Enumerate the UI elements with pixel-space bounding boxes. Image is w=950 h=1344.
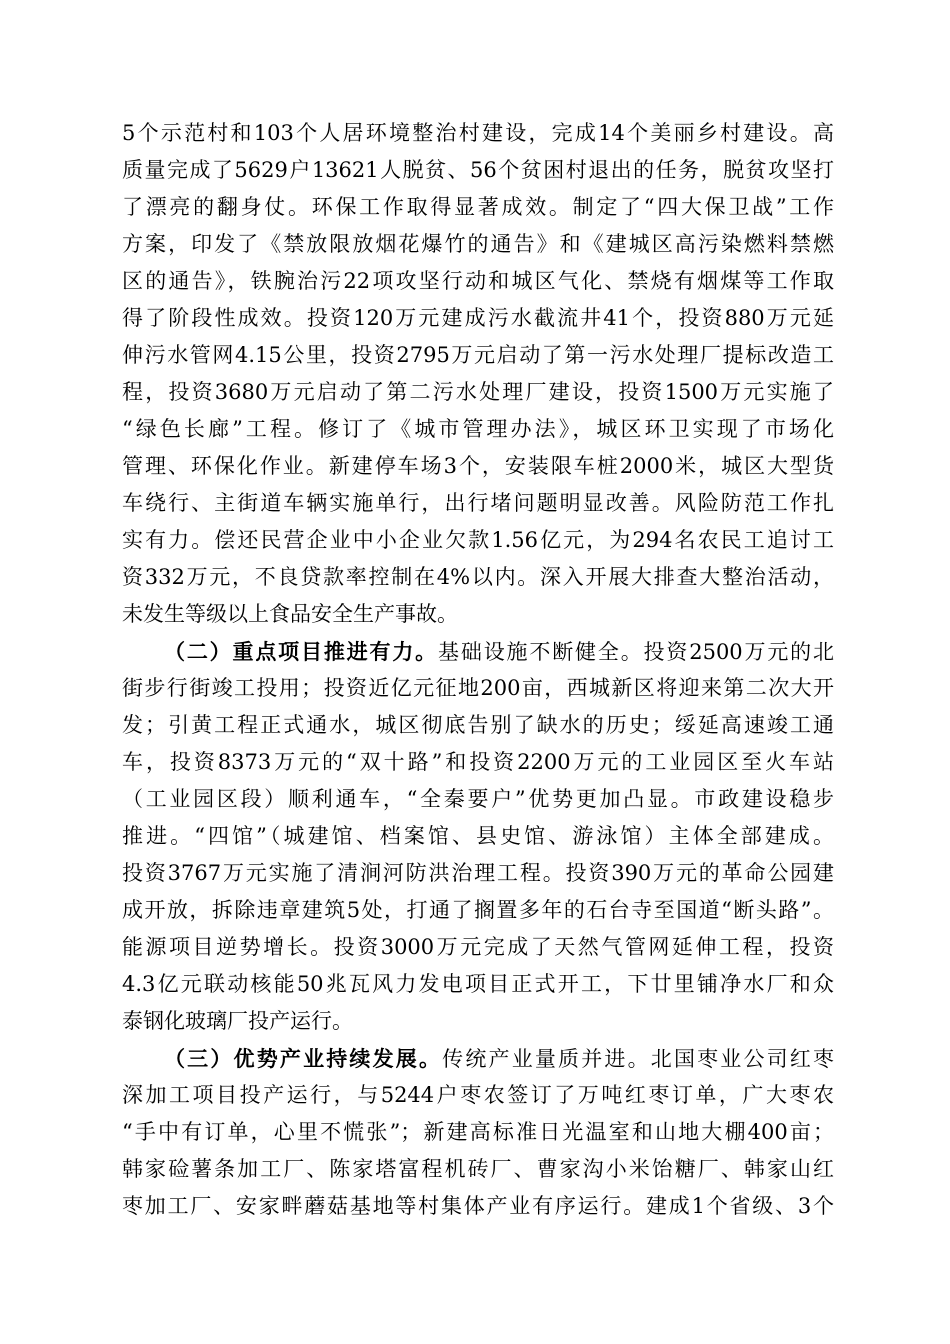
line-text: 伸污水管网4.15公里，投资2795万元启动了第一污水处理厂提标改造工 xyxy=(122,343,834,367)
text-line xyxy=(122,892,834,929)
text-line xyxy=(122,1077,834,1114)
text-line xyxy=(122,1188,834,1225)
line-text: “手中有订单，心里不慌张”；新建高标准日光温室和山地大棚400亩； xyxy=(122,1120,834,1144)
text-line xyxy=(122,411,834,448)
line-text: 未发生等级以上食品安全生产事故。 xyxy=(122,602,458,626)
text-line xyxy=(122,263,834,300)
section-heading: （二）重点项目推进有力。 xyxy=(164,639,439,664)
line-text: 投资3767万元实施了清涧河防洪治理工程。投资390万元的革命公园建 xyxy=(122,861,834,885)
text-line xyxy=(122,559,834,596)
text-line xyxy=(122,670,834,707)
text-line xyxy=(122,448,834,485)
text-line xyxy=(122,1151,834,1188)
line-text: 韩家硷薯条加工厂、陈家塔富程机砖厂、曹家沟小米饴糖厂、韩家山红 xyxy=(122,1157,834,1181)
text-line xyxy=(122,633,834,670)
line-text: 泰钢化玻璃厂投产运行。 xyxy=(122,1009,353,1033)
text-line xyxy=(122,1003,834,1040)
line-text: 5个示范村和103个人居环境整治村建设，完成14个美丽乡村建设。高 xyxy=(122,121,834,145)
text-line xyxy=(122,189,834,226)
line-text: 实有力。偿还民营企业中小企业欠款1.56亿元，为294名农民工追讨工 xyxy=(122,528,834,552)
line-text: 车，投资8373万元的“双十路”和投资2200万元的工业园区至火车站 xyxy=(122,750,834,774)
line-text: 深加工项目投产运行，与5244户枣农签订了万吨红枣订单，广大枣农 xyxy=(122,1083,834,1107)
line-text: 推进。“四馆”（城建馆、档案馆、县史馆、游泳馆）主体全部建成。 xyxy=(122,824,834,848)
text-line xyxy=(122,744,834,781)
line-text: 管理、环保化作业。新建停车场3个，安装限车桩2000米，城区大型货 xyxy=(122,454,834,478)
text-line xyxy=(122,966,834,1003)
document-body xyxy=(122,115,834,1225)
text-line xyxy=(122,115,834,152)
text-line xyxy=(122,781,834,818)
text-line xyxy=(122,374,834,411)
line-text: 了漂亮的翻身仗。环保工作取得显著成效。制定了“四大保卫战”工作 xyxy=(122,195,834,219)
line-text: 资332万元，不良贷款率控制在4%以内。深入开展大排查大整治活动， xyxy=(122,565,834,589)
line-text: 成开放，拆除违章建筑5处，打通了搁置多年的石台寺至国道“断头路”。 xyxy=(122,898,834,922)
line-text: 车绕行、主街道车辆实施单行，出行堵问题明显改善。风险防范工作扎 xyxy=(122,491,834,515)
line-text: 区的通告》，铁腕治污22项攻坚行动和城区气化、禁烧有烟煤等工作取 xyxy=(122,269,834,293)
text-line xyxy=(122,152,834,189)
line-text: 基础设施不断健全。投资2500万元的北 xyxy=(438,640,834,664)
text-line xyxy=(122,226,834,263)
text-line xyxy=(122,596,834,633)
text-line xyxy=(122,485,834,522)
line-text: 发；引黄工程正式通水，城区彻底告别了缺水的历史；绥延高速竣工通 xyxy=(122,713,834,737)
text-line xyxy=(122,1114,834,1151)
line-text: 程，投资3680万元启动了第二污水处理厂建设，投资1500万元实施了 xyxy=(122,380,834,404)
text-line xyxy=(122,855,834,892)
line-text: 4.3亿元联动核能50兆瓦风力发电项目正式开工，下廿里铺净水厂和众 xyxy=(122,972,834,996)
text-line xyxy=(122,522,834,559)
line-text: 街步行街竣工投用；投资近亿元征地200亩，西城新区将迎来第二次大开 xyxy=(122,676,834,700)
line-text: 质量完成了5629户13621人脱贫、56个贫困村退出的任务，脱贫攻坚打 xyxy=(122,158,834,182)
line-text: 能源项目逆势增长。投资3000万元完成了天然气管网延伸工程，投资 xyxy=(122,935,834,959)
text-line xyxy=(122,1040,834,1077)
text-line xyxy=(122,818,834,855)
line-text: （工业园区段）顺利通车，“全秦要户”优势更加凸显。市政建设稳步 xyxy=(122,787,834,811)
line-text: 枣加工厂、安家畔蘑菇基地等村集体产业有序运行。建成1个省级、3个 xyxy=(122,1194,834,1218)
line-text: 传统产业量质并进。北国枣业公司红枣 xyxy=(442,1047,834,1071)
line-text: 得了阶段性成效。投资120万元建成污水截流井41个，投资880万元延 xyxy=(122,306,834,330)
text-line xyxy=(122,707,834,744)
text-line xyxy=(122,929,834,966)
text-line xyxy=(122,337,834,374)
section-heading: （三）优势产业持续发展。 xyxy=(164,1046,443,1071)
text-line xyxy=(122,300,834,337)
line-text: 方案，印发了《禁放限放烟花爆竹的通告》和《建城区高污染燃料禁燃 xyxy=(122,232,834,256)
line-text: “绿色长廊”工程。修订了《城市管理办法》，城区环卫实现了市场化 xyxy=(122,417,834,441)
